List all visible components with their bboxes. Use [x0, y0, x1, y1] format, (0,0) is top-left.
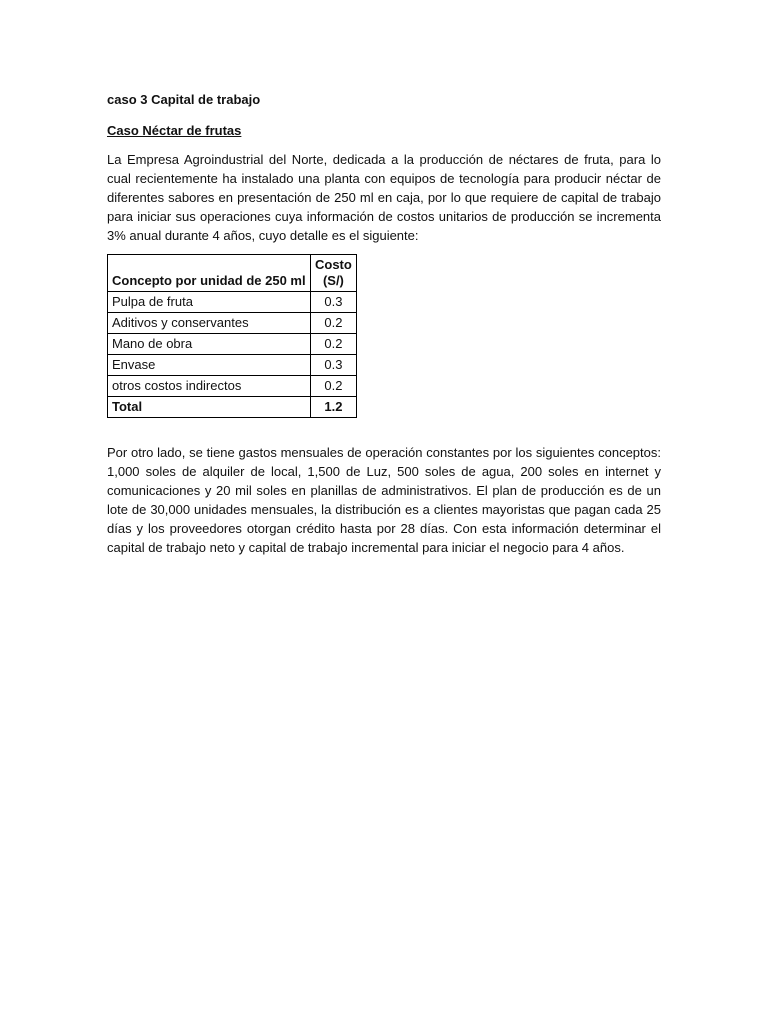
concept-cell: Mano de obra — [108, 334, 311, 355]
cost-cell: 0.3 — [311, 355, 357, 376]
concept-cell: Envase — [108, 355, 311, 376]
concept-cell: Pulpa de fruta — [108, 292, 311, 313]
cost-cell: 0.2 — [311, 376, 357, 397]
table-row — [108, 355, 357, 376]
cost-cell: 0.2 — [311, 313, 357, 334]
table-row — [108, 292, 357, 313]
cost-cell: 0.3 — [311, 292, 357, 313]
cost-table — [107, 254, 357, 418]
concept-cell: otros costos indirectos — [108, 376, 311, 397]
details-paragraph: Por otro lado, se tiene gastos mensuales de operación constantes por los siguientes conceptos: 1,000 soles de alquiler de local, 1,500 de Luz, 500 soles de agua, 200 soles en internet y comunicaciones y 20 mil soles en planillas de administrativos. El plan de producción es de un lote de 30,000 unidades mensuales, la distribución es a clientes mayoristas que pagan cada 25 días y los proveedores otorgan crédito hasta por 28 días. Con esta información determinar el capital de trabajo neto y capital de trabajo incremental para iniciar el negocio para 4 años. — [107, 445, 661, 555]
table-row — [108, 376, 357, 397]
total-row — [108, 397, 357, 418]
total-label: Total — [108, 397, 311, 418]
table-row — [108, 334, 357, 355]
concept-column-header: Concepto por unidad de 250 ml — [108, 255, 311, 292]
cost-cell: 0.2 — [311, 334, 357, 355]
cost-header-line-2: (S/) — [322, 273, 344, 288]
case-title: Caso Néctar de frutas — [107, 123, 242, 138]
cost-column-header — [311, 255, 357, 292]
total-value: 1.2 — [311, 397, 357, 418]
concept-cell: Aditivos y conservantes — [108, 313, 311, 334]
cost-header-line-1: Costo — [315, 257, 352, 272]
document-page — [107, 90, 661, 566]
document-heading: caso 3 Capital de trabajo — [107, 92, 261, 107]
table-row — [108, 313, 357, 334]
table-header-row — [108, 255, 357, 292]
intro-paragraph: La Empresa Agroindustrial del Norte, dedicada a la producción de néctares de fruta, para lo cual recientemente ha instalado una planta con equipos de tecnología para producir néctar de diferentes sabores en presentación de 250 ml en caja, por lo que requiere de capital de trabajo para iniciar sus operaciones cuya información de costos unitarios de producción se incrementa 3% anual durante 4 años, cuyo detalle es el siguiente: — [107, 152, 661, 243]
